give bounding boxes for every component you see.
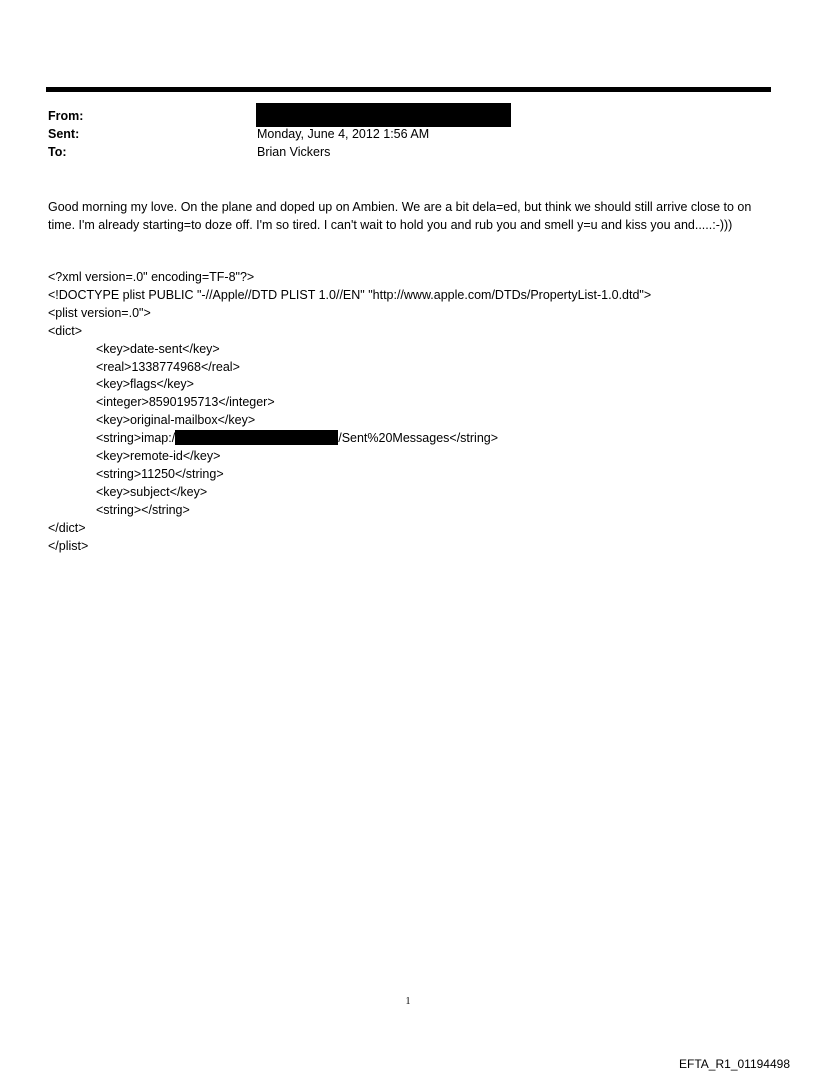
mailbox-string-suffix: /Sent%20Messages</string> [338,431,499,446]
remote-id-value-line: <string>11250</string> [96,466,224,481]
header-rule [46,87,771,92]
xml-declaration: <?xml version=.0" encoding=TF-8"?> [48,270,255,284]
key-original-mailbox: <key>original-mailbox</key> [96,413,256,428]
from-label: From: [48,109,84,123]
key-subject: <key>subject</key> [96,484,208,499]
key-date-sent: <key>date-sent</key> [96,341,220,356]
document-id: EFTA_R1_01194498 [679,1057,790,1071]
mailbox-string-prefix: <string>imap:/ [96,431,176,446]
to-value: Brian Vickers [257,145,331,159]
plist-open-line: <plist version=.0"> [48,305,151,320]
message-body: Good morning my love. On the plane and doped up on Ambien. We are a bit dela=ed, but think we should still arrive close to on time. I'm already starting=to doze off. I'm so tired. I can't wait to hold you and rub you and smell y=u and kiss you and.....:-))) [48,200,752,232]
sent-value: Monday, June 4, 2012 1:56 AM [257,127,430,141]
redacted-from-value [256,103,511,127]
redacted-mailbox-path [175,430,338,445]
plist-block [48,269,651,556]
plist-close-line: </plist> [48,538,89,553]
key-flags: <key>flags</key> [96,377,194,392]
real-value-line: <real>1338774968</real> [96,359,240,374]
page-number: 1 [405,996,411,1007]
doctype-line: <!DOCTYPE plist PUBLIC "-//Apple//DTD PLIST 1.0//EN" "http://www.apple.com/DTDs/PropertyList-1.0.dtd"> [48,287,652,302]
key-remote-id: <key>remote-id</key> [96,449,221,464]
mailbox-string-line [48,430,651,448]
to-label: To: [48,145,67,159]
dict-close-line: </dict> [48,520,86,535]
subject-value-line: <string></string> [96,502,190,517]
integer-value-line: <integer>8590195713</integer> [96,395,275,410]
sent-label: Sent: [48,127,80,141]
dict-open-line: <dict> [48,323,83,338]
